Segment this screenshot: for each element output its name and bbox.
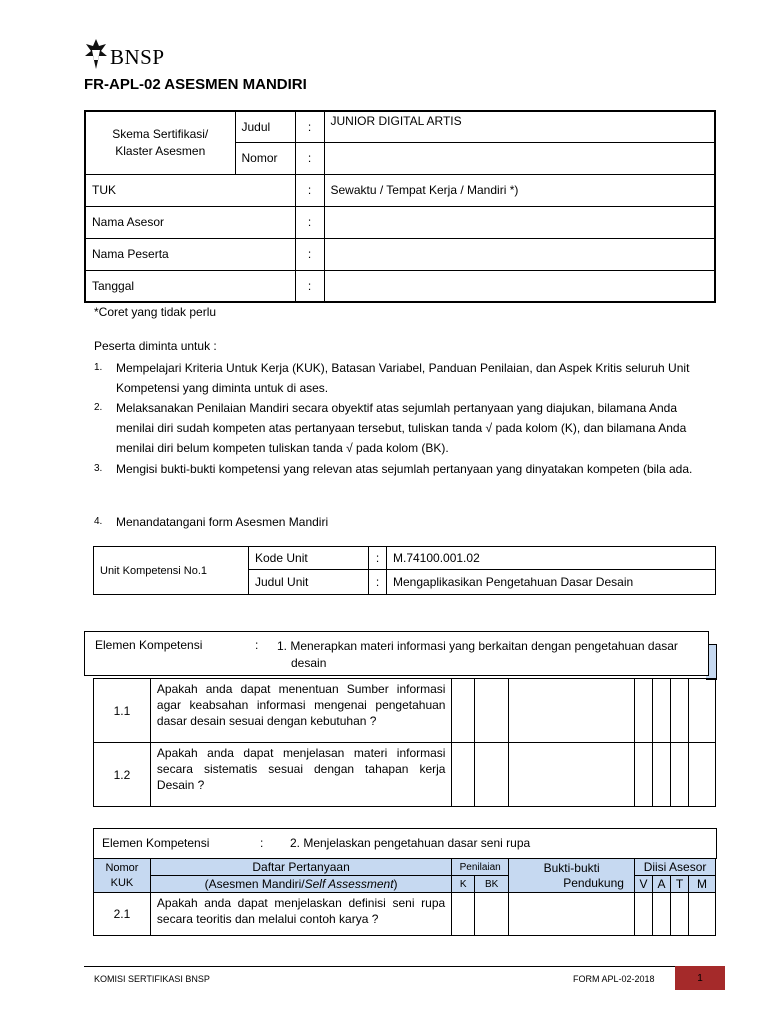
m-cell[interactable] bbox=[688, 893, 715, 936]
k-header: K bbox=[452, 876, 475, 893]
bk-checkbox[interactable] bbox=[475, 743, 509, 807]
kode-unit-label: Kode Unit bbox=[249, 547, 369, 570]
kode-unit-value: M.74100.001.02 bbox=[387, 547, 716, 570]
t-cell[interactable] bbox=[671, 679, 689, 743]
colon: : bbox=[295, 142, 324, 174]
bnsp-logo bbox=[84, 36, 165, 72]
question-number: 1.1 bbox=[94, 679, 151, 743]
m-cell[interactable] bbox=[689, 679, 716, 743]
unit-label: Unit Kompetensi No.1 bbox=[94, 547, 249, 595]
element1-header bbox=[84, 631, 709, 676]
nomor-kuk-header bbox=[94, 859, 151, 893]
evidence-cell[interactable] bbox=[509, 679, 635, 743]
v-cell[interactable] bbox=[635, 893, 653, 936]
tuk-label: TUK bbox=[85, 174, 295, 206]
bukti-label: Bukti-bukti bbox=[543, 860, 600, 875]
a-header: A bbox=[653, 876, 671, 893]
m-cell[interactable] bbox=[689, 743, 716, 807]
footer-form-code: FORM APL-02-2018 bbox=[573, 974, 655, 984]
v-cell[interactable] bbox=[635, 679, 653, 743]
footer-divider bbox=[84, 966, 720, 967]
question-number: 1.2 bbox=[94, 743, 151, 807]
pendukung-label: Pendukung bbox=[563, 875, 624, 890]
a-cell[interactable] bbox=[653, 743, 671, 807]
k-checkbox[interactable] bbox=[452, 743, 475, 807]
tuk-value: Sewaktu / Tempat Kerja / Mandiri *) bbox=[324, 174, 715, 206]
daftar-sub-a: (Asesmen Mandiri/ bbox=[204, 877, 305, 891]
page-number: 1 bbox=[675, 966, 725, 990]
list-item bbox=[94, 398, 694, 458]
colon: : bbox=[295, 174, 324, 206]
daftar-sub-b: Self Assessment bbox=[304, 877, 394, 891]
penilaian-header: Penilaian bbox=[452, 859, 509, 876]
list-text: Melaksanakan Penilaian Mandiri secara obyektif atas sejumlah pertanyaan yang diajukan, bilamana Anda menilai diri sudah kompeten atas pertanyaan tersebut, tuliskan tanda √ pada kolom (K), dan bilamana Anda menilai diri belum kompeten tuliskan tanda √ pada kolom (BK). bbox=[116, 401, 687, 455]
colon: : bbox=[260, 836, 264, 850]
a-cell[interactable] bbox=[653, 893, 671, 936]
peserta-value[interactable] bbox=[324, 238, 715, 270]
judul-unit-label: Judul Unit bbox=[249, 570, 369, 595]
asesor-label: Nama Asesor bbox=[85, 206, 295, 238]
k-checkbox[interactable] bbox=[452, 679, 475, 743]
m-header: M bbox=[688, 876, 715, 893]
list-number: 2. bbox=[94, 402, 103, 413]
element-value bbox=[277, 638, 687, 672]
t-cell[interactable] bbox=[671, 893, 689, 936]
element2-header bbox=[93, 828, 717, 859]
question-text: Apakah anda dapat menjelasan materi informasi secara sistematis sesuai dengan tahapan kerja Desain ? bbox=[150, 743, 452, 807]
kuk-header: KUK bbox=[110, 876, 134, 889]
nomor-label: Nomor bbox=[235, 142, 295, 174]
colon: : bbox=[255, 638, 259, 652]
list-item bbox=[94, 512, 694, 532]
judul-value: JUNIOR DIGITAL ARTIS bbox=[324, 111, 715, 142]
evidence-cell[interactable] bbox=[509, 743, 635, 807]
v-header: V bbox=[635, 876, 653, 893]
question-text: Apakah anda dapat menentuan Sumber informasi agar keabsahan informasi mengenai pengetahuan dasar desain sesuai dengan kebutuhan ? bbox=[150, 679, 452, 743]
list-text: Mengisi bukti-bukti kompetensi yang relevan atas sejumlah pertanyaan yang dinyatakan kompeten (bila ada. bbox=[116, 462, 693, 476]
k-checkbox[interactable] bbox=[452, 893, 475, 936]
list-number: 3. bbox=[94, 463, 103, 474]
logo-text: BNSP bbox=[110, 44, 165, 69]
note: *Coret yang tidak perlu bbox=[94, 305, 217, 319]
list-number: 1. bbox=[94, 362, 103, 373]
unit-table bbox=[93, 546, 716, 595]
skema-label: Skema Sertifikasi/ Klaster Asesmen bbox=[85, 111, 235, 174]
list-number: 4. bbox=[94, 516, 103, 527]
question-text: Apakah anda dapat menjelaskan definisi seni rupa secara teoritis dan melalui contoh karya ? bbox=[150, 893, 451, 936]
bk-checkbox[interactable] bbox=[475, 893, 509, 936]
list-item bbox=[94, 358, 694, 398]
element-value: 2. Menjelaskan pengetahuan dasar seni rupa bbox=[290, 836, 531, 850]
colon: : bbox=[295, 111, 324, 142]
element2-questions-table bbox=[93, 858, 716, 936]
daftar-sub-c: ) bbox=[393, 877, 398, 891]
daftar-header: Daftar Pertanyaan bbox=[150, 859, 451, 876]
peserta-label: Nama Peserta bbox=[85, 238, 295, 270]
question-number: 2.1 bbox=[94, 893, 151, 936]
nomor-value bbox=[324, 142, 715, 174]
colon: : bbox=[295, 206, 324, 238]
footer-org: KOMISI SERTIFIKASI BNSP bbox=[94, 974, 210, 984]
t-cell[interactable] bbox=[671, 743, 689, 807]
tanggal-label: Tanggal bbox=[85, 270, 295, 302]
diisi-asesor-header: Diisi Asesor bbox=[635, 859, 716, 876]
list-item bbox=[94, 459, 694, 479]
judul-label: Judul bbox=[235, 111, 295, 142]
colon: : bbox=[369, 570, 387, 595]
document-title: FR-APL-02 ASESMEN MANDIRI bbox=[84, 76, 307, 93]
nomor-header: Nomor bbox=[105, 861, 139, 874]
evidence-cell[interactable] bbox=[509, 893, 635, 936]
daftar-subheader bbox=[150, 876, 451, 893]
list-text: Mempelajari Kriteria Untuk Kerja (KUK), Batasan Variabel, Panduan Penilaian, dan Aspek Kritis seluruh Unit Kompetensi yang diminta untuk di ases. bbox=[116, 361, 690, 395]
bukti-header bbox=[509, 859, 635, 893]
bnsp-emblem-icon bbox=[84, 38, 108, 70]
t-header: T bbox=[671, 876, 689, 893]
element-label: Elemen Kompetensi bbox=[95, 638, 203, 652]
colon: : bbox=[295, 238, 324, 270]
colon: : bbox=[369, 547, 387, 570]
instructions-intro: Peserta diminta untuk : bbox=[94, 339, 217, 353]
element-label: Elemen Kompetensi bbox=[102, 836, 210, 850]
tanggal-value[interactable] bbox=[324, 270, 715, 302]
info-table bbox=[84, 110, 716, 303]
colon: : bbox=[295, 270, 324, 302]
v-cell[interactable] bbox=[635, 743, 653, 807]
bk-checkbox[interactable] bbox=[475, 679, 509, 743]
judul-unit-value: Mengaplikasikan Pengetahuan Dasar Desain bbox=[387, 570, 716, 595]
list-text: Menandatangani form Asesmen Mandiri bbox=[116, 515, 329, 529]
a-cell[interactable] bbox=[653, 679, 671, 743]
element1-questions-table bbox=[93, 678, 716, 807]
bk-header: BK bbox=[475, 876, 509, 893]
element-value-text: 1. Menerapkan materi informasi yang berkaitan dengan pengetahuan dasar desain bbox=[277, 639, 678, 670]
asesor-value[interactable] bbox=[324, 206, 715, 238]
